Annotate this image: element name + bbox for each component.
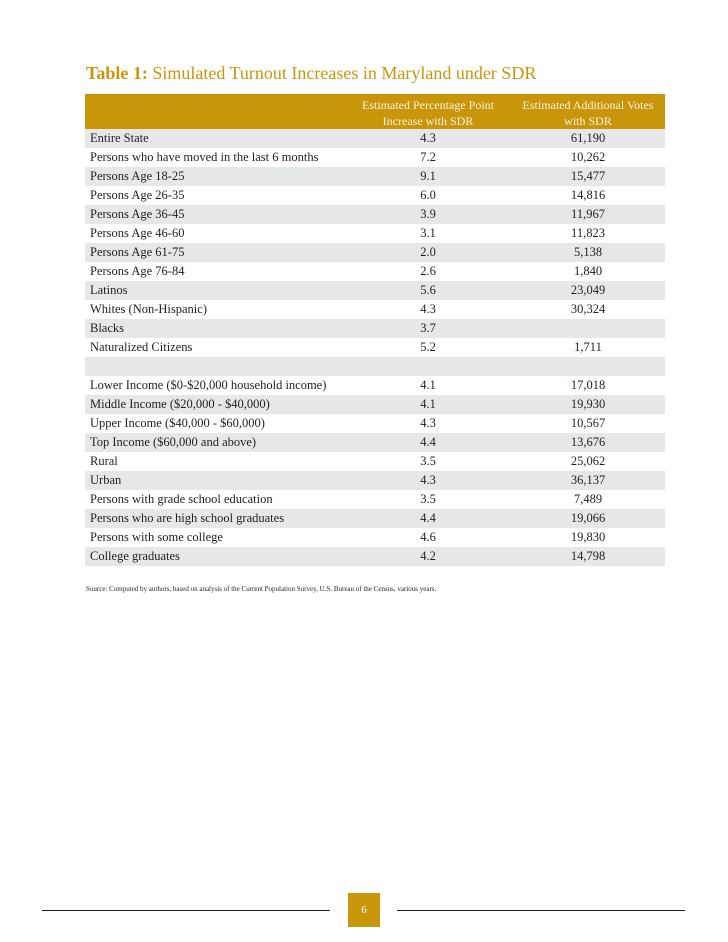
row-label: Upper Income ($40,000 - $60,000) [90, 416, 265, 430]
row-pct: 4.4 [420, 435, 436, 449]
row-votes: 5,138 [573, 245, 603, 259]
row-label: Persons Age 26-35 [90, 188, 185, 202]
row-votes: 36,137 [570, 473, 606, 487]
row-pct: 3.9 [420, 207, 436, 221]
table-title [86, 63, 536, 84]
row-votes: 1,711 [574, 340, 602, 354]
table-row [85, 471, 665, 490]
table-row [85, 186, 665, 205]
header-votes: Estimated Additional Votes with SDR [522, 98, 654, 128]
row-votes: 11,823 [571, 226, 605, 240]
row-label: Persons with grade school education [90, 492, 273, 506]
table-row [85, 490, 665, 509]
row-label: Naturalized Citizens [90, 340, 193, 354]
header-pct: Estimated Percentage Point Increase with SDR [362, 98, 494, 128]
table-row [85, 338, 665, 357]
table-row [85, 281, 665, 300]
row-pct: 4.1 [420, 397, 436, 411]
row-label: Persons who have moved in the last 6 months [90, 150, 319, 164]
row-votes: 23,049 [570, 283, 606, 297]
row-pct: 3.7 [420, 321, 436, 335]
row-pct: 9.1 [420, 169, 436, 183]
row-label: Latinos [90, 283, 128, 297]
row-votes: 1,840 [573, 264, 603, 278]
row-votes: 10,262 [570, 150, 606, 164]
row-label: Top Income ($60,000 and above) [90, 435, 257, 449]
row-votes: 61,190 [570, 131, 606, 145]
row-label: Middle Income ($20,000 - $40,000) [90, 397, 270, 411]
row-pct: 4.3 [420, 302, 436, 316]
table-row [85, 167, 665, 186]
row-pct: 2.6 [420, 264, 436, 278]
table-row [85, 357, 665, 376]
table-row [85, 205, 665, 224]
row-pct: 3.1 [420, 226, 436, 240]
turnout-table [85, 94, 665, 566]
row-pct: 3.5 [420, 454, 436, 468]
row-votes: 15,477 [570, 169, 606, 183]
table-row [85, 319, 665, 338]
row-votes: 11,967 [571, 207, 605, 221]
row-pct: 5.2 [420, 340, 436, 354]
row-pct: 2.0 [420, 245, 436, 259]
row-pct: 4.3 [420, 473, 436, 487]
row-votes: 14,798 [570, 549, 606, 563]
row-pct: 4.3 [420, 416, 436, 430]
table-row [85, 414, 665, 433]
row-label: Persons Age 36-45 [90, 207, 185, 221]
row-pct: 4.3 [420, 131, 436, 145]
table-row [85, 129, 665, 148]
table-row [85, 262, 665, 281]
row-pct: 3.5 [420, 492, 436, 506]
row-pct: 4.6 [420, 530, 436, 544]
row-votes: 14,816 [570, 188, 606, 202]
row-label: Persons Age 61-75 [90, 245, 185, 259]
row-label: Whites (Non-Hispanic) [90, 302, 207, 316]
table-header [85, 94, 665, 129]
row-label: Urban [90, 473, 122, 487]
row-pct: 4.2 [420, 549, 436, 563]
row-pct: 5.6 [420, 283, 436, 297]
row-label: Persons who are high school graduates [90, 511, 285, 525]
row-label: College graduates [90, 549, 180, 563]
table-row [85, 376, 665, 395]
row-label: Persons Age 76-84 [90, 264, 185, 278]
table-row [85, 433, 665, 452]
table-row [85, 300, 665, 319]
row-votes: 25,062 [570, 454, 606, 468]
row-label: Blacks [90, 321, 125, 335]
table-body [85, 129, 665, 566]
row-label: Persons with some college [90, 530, 223, 544]
footer-rule-left [42, 910, 330, 911]
row-pct: 4.4 [420, 511, 436, 525]
table-title-text: Simulated Turnout Increases in Maryland under SDR [147, 63, 537, 83]
row-pct: 7.2 [420, 150, 436, 164]
row-label: Lower Income ($0-$20,000 household income) [90, 378, 327, 392]
table-row [85, 528, 665, 547]
source-note: Source: Computed by authors, based on analysis of the Current Population Survey, U.S. Bureau of the Census, various years. [86, 585, 437, 593]
row-pct: 6.0 [420, 188, 436, 202]
row-label: Persons Age 46-60 [90, 226, 185, 240]
row-votes: 19,066 [570, 511, 606, 525]
row-votes: 19,830 [570, 530, 606, 544]
table-row [85, 547, 665, 566]
row-votes: 17,018 [570, 378, 606, 392]
row-votes: 13,676 [570, 435, 606, 449]
row-label: Entire State [90, 131, 149, 145]
table-row [85, 243, 665, 262]
row-label: Persons Age 18-25 [90, 169, 185, 183]
row-label: Rural [90, 454, 118, 468]
row-pct: 4.1 [420, 378, 436, 392]
row-votes: 7,489 [573, 492, 603, 506]
table-row [85, 224, 665, 243]
table-row [85, 452, 665, 471]
row-votes: 30,324 [570, 302, 606, 316]
table-row [85, 509, 665, 528]
table-row [85, 395, 665, 414]
footer-rule-right [397, 910, 685, 911]
table-title-label: Table 1: [86, 63, 148, 83]
row-votes: 19,930 [570, 397, 606, 411]
table-row [85, 148, 665, 167]
page-number: 6 [348, 893, 380, 927]
row-votes: 10,567 [570, 416, 606, 430]
